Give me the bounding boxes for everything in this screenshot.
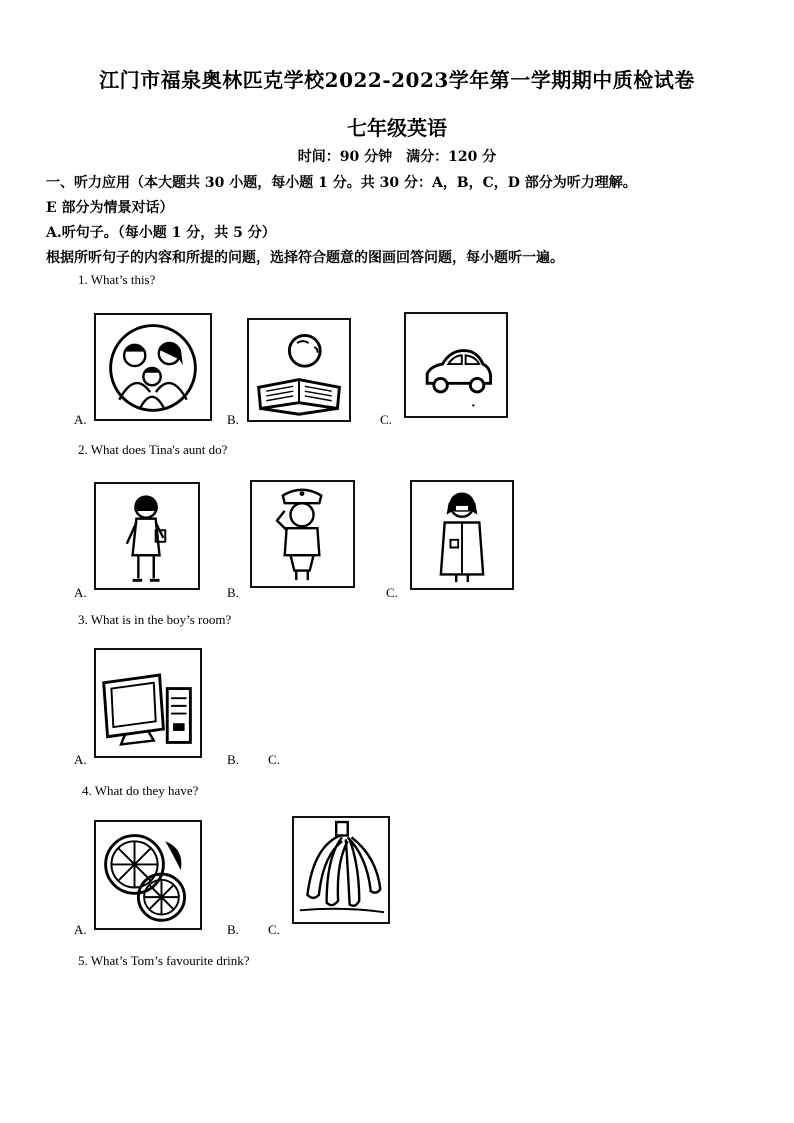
- exam-subtitle: 七年级英语: [347, 116, 447, 140]
- family-portrait-icon: [94, 313, 212, 421]
- option-b[interactable]: B.: [227, 412, 239, 427]
- option-b[interactable]: B.: [227, 752, 239, 767]
- exam-meta: 时间：90 分钟 满分：120 分: [297, 149, 497, 165]
- question-2: 2. What does Tina's aunt do?: [78, 442, 228, 457]
- option-b[interactable]: B.: [227, 585, 239, 600]
- part-a-heading: A.听句子。（每小题 1 分，共 5 分）: [46, 225, 276, 241]
- option-c[interactable]: C.: [386, 585, 398, 600]
- option-b[interactable]: B.: [227, 922, 239, 937]
- exam-title: 江门市福泉奥林匹克学校2022-2023学年第一学期期中质检试卷: [99, 68, 695, 92]
- police-officer-icon: [250, 480, 355, 588]
- option-c[interactable]: C.: [268, 922, 280, 937]
- computer-icon: [94, 648, 202, 758]
- section-heading-cont: E 部分为情景对话）: [46, 200, 174, 216]
- question-5: 5. What’s Tom’s favourite drink?: [78, 953, 250, 968]
- section-heading: 一、听力应用（本大题共 30 小题，每小题 1 分。共 30 分：A，B，C，D 部分为听力理解。: [46, 175, 637, 191]
- option-c[interactable]: C.: [380, 412, 392, 427]
- question-1: 1. What’s this?: [78, 272, 156, 287]
- student-girl-icon: [94, 482, 200, 590]
- option-a[interactable]: A.: [74, 412, 87, 427]
- bananas-icon: [292, 816, 390, 924]
- question-3: 3. What is in the boy’s room?: [78, 612, 232, 627]
- orange-slices-icon: [94, 820, 202, 930]
- doctor-icon: [410, 480, 514, 590]
- book-and-ball-icon: [247, 318, 351, 422]
- option-a[interactable]: A.: [74, 922, 87, 937]
- option-c[interactable]: C.: [268, 752, 280, 767]
- car-icon: [404, 312, 508, 418]
- option-a[interactable]: A.: [74, 752, 87, 767]
- instruction: 根据所听句子的内容和所提的问题，选择符合题意的图画回答问题，每小题听一遍。: [46, 250, 564, 266]
- option-a[interactable]: A.: [74, 585, 87, 600]
- question-4: 4. What do they have?: [82, 783, 199, 798]
